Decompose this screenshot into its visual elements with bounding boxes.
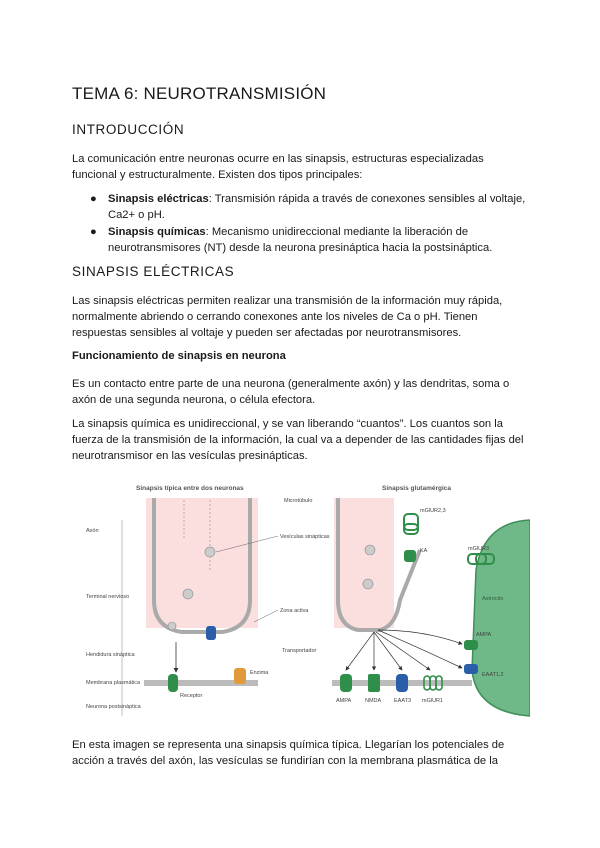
text-line: Es un contacto entre parte de una neurona (generalmente axón) y las dendritas, soma o (72, 378, 510, 390)
text-line: neurotransmisor en las vesículas presinápticas. (72, 450, 308, 462)
bullet-text: : Mecanismo unidireccional mediante la liberación de (205, 226, 469, 238)
function-paragraph-1 (72, 376, 532, 408)
label-membrana: Membrana plasmática (86, 680, 141, 686)
bullet-icon: ● (90, 226, 97, 238)
eaat3-transporter-icon (396, 674, 408, 692)
function-paragraph-2 (72, 416, 532, 464)
label-astrocito: Astrocito (482, 596, 504, 602)
figure-title-right: Sinapsis glutamérgica (382, 485, 451, 492)
label-zona-activa: Zona activa (280, 608, 309, 614)
label-enzima: Enzima (250, 670, 269, 676)
section-heading-introduccion: INTRODUCCIÓN (72, 122, 185, 137)
label-ampa-astro: AMPA (476, 632, 492, 638)
electric-paragraph (72, 293, 532, 341)
text-line: funcional y estructuralmente. Existen dos tipos principales: (72, 169, 363, 181)
presynaptic-terminal-left (146, 498, 258, 628)
bullet-text: Ca2+ o pH. (108, 209, 165, 221)
label-ka: KA (420, 548, 428, 554)
receptor-icon (168, 674, 178, 692)
release-arrows (346, 630, 462, 670)
presynaptic-terminal-right (334, 498, 394, 628)
text-line: normalmente abriendo o cerrando conexones ante los niveles de Ca o pH. Tienen (72, 311, 478, 323)
synapse-diagram (84, 480, 530, 724)
text-line: La comunicación entre neuronas ocurre en las sinapsis, estructuras especializadas (72, 153, 484, 165)
text-line: La sinapsis química es unidireccional, y se van liberando “cuantos”. Los cuantos son la (72, 418, 503, 430)
label-eaat3: EAAT3 (394, 698, 412, 704)
label-mglur23: mGlUR2,3 (420, 508, 446, 514)
list-item (88, 224, 528, 256)
ampa-receptor-icon (340, 674, 352, 692)
text-line: fuerza de la transmisión de la información, la cual va a depender de las cantidades fijas del (72, 434, 524, 446)
synapse-figure (84, 480, 530, 724)
text-line: acción a través del axón, las vesículas se fundirían con la membrana plasmática de la (72, 755, 498, 767)
label-receptor: Receptor (180, 693, 203, 699)
ampa-receptor-astro-icon (464, 640, 478, 650)
label-vesiculas: Vesículas sinápticas (280, 534, 330, 540)
label-terminal: Terminal nervioso (86, 594, 130, 600)
nmda-receptor-icon (368, 674, 380, 692)
text-line: axón de una segunda neurona, o célula efectora. (72, 394, 316, 406)
label-mglur1: mGlUR1 (422, 698, 444, 704)
label-ampa: AMPA (336, 698, 352, 704)
mglur-coil-icon (404, 514, 418, 534)
bullet-list (88, 191, 528, 257)
text-line: Las sinapsis eléctricas permiten realizar una transmisión de la información muy rápida, (72, 295, 503, 307)
label-eaat12: EAAT1,2 (482, 672, 504, 678)
eaat12-icon (464, 664, 478, 674)
bullet-text: : Transmisión rápida a través de conexones sensibles al voltaje, (208, 193, 526, 205)
transporter-icon (206, 626, 216, 640)
intro-paragraph (72, 151, 532, 183)
page-title: TEMA 6: NEUROTRANSMISIÓN (72, 84, 327, 103)
text-line: En esta imagen se representa una sinapsis química típica. Llegarían los potenciales de (72, 739, 505, 751)
label-transportador: Transportador (282, 648, 317, 654)
text-line: respuestas sensibles al voltaje y pueden ser afectadas por neurotransmisores. (72, 327, 462, 339)
section-heading-sinapsis-electricas: SINAPSIS ELÉCTRICAS (72, 264, 235, 279)
label-mglur3: mGlUR3 (468, 546, 490, 552)
subheading-funcionamiento: Funcionamiento de sinapsis en neurona (72, 350, 286, 362)
figure-title-left: Sinapsis típica entre dos neuronas (136, 485, 244, 492)
label-microtubulo: Microtúbulo (284, 498, 313, 504)
bullet-icon: ● (90, 193, 97, 205)
list-item (88, 191, 528, 223)
closing-paragraph (72, 737, 532, 769)
label-nmda: NMDA (365, 698, 382, 704)
label-hendidura: Hendidura sináptica (86, 652, 135, 658)
label-neurona: Neurona postsináptica (86, 704, 141, 710)
label-axon: Axón (86, 528, 99, 534)
bullet-term: Sinapsis químicas (108, 226, 206, 238)
bullet-text: neurotransmisores (NT) desde la neurona presináptica hacia la postsináptica. (108, 242, 493, 254)
ka-receptor-icon (404, 550, 416, 562)
bullet-term: Sinapsis eléctricas (108, 193, 209, 205)
enzyme-icon (234, 668, 246, 684)
